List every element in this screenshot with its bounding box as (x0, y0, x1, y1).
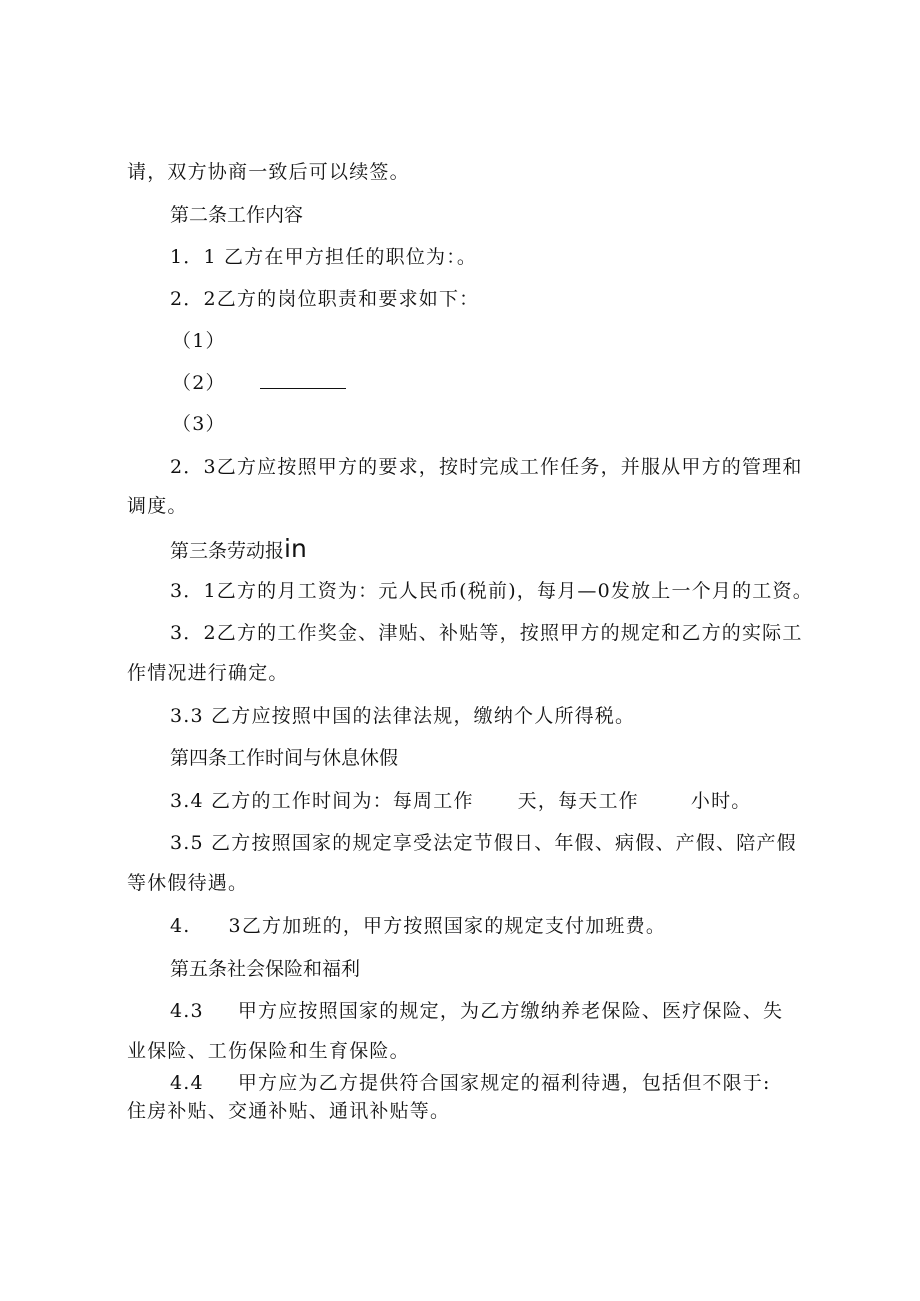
duty-item-1: （1） (172, 330, 226, 352)
clause-3-4-row (170, 789, 751, 813)
clause-3-4-days: 天，每天工作 (517, 790, 639, 812)
section-heading-2: 第二条工作内容 (170, 204, 304, 226)
paragraph-line: 作情况进行确定。 (127, 662, 289, 684)
clause-3-3: 3.3 乙方应按照中国的法律法规，缴纳个人所得税。 (170, 705, 636, 727)
clause-3-1: 3．1乙方的月工资为：元人民币(税前)，每月—0发放上一个月的工资。 (170, 580, 813, 602)
duty-item-3: （3） (172, 413, 226, 435)
clause-4-number: 4. (170, 915, 191, 937)
clause-4-3-row (170, 999, 783, 1023)
clause-1-1: 1．1 乙方在甲方担任的职位为：。 (170, 246, 478, 268)
section-heading-3-garbled: in (284, 534, 307, 563)
duty-item-2-row (172, 371, 346, 395)
clause-3-2: 3．2乙方的工作奖金、津贴、补贴等，按照甲方的规定和乙方的实际工 (170, 622, 803, 644)
paragraph-line: 住房补贴、交通补贴、通讯补贴等。 (127, 1100, 451, 1122)
clause-4-4-text: 甲方应为乙方提供符合国家规定的福利待遇，包括但不限于: (237, 1072, 771, 1094)
clause-4-text: 3乙方加班的，甲方按照国家的规定支付加班费。 (228, 915, 667, 937)
paragraph-line: 调度。 (127, 495, 188, 517)
paragraph-line: 业保险、工伤保险和生育保险。 (127, 1040, 410, 1062)
clause-4-4-number: 4.4 (170, 1072, 204, 1094)
duty-item-2: （2） (172, 372, 226, 394)
section-heading-3 (170, 534, 307, 563)
clause-4-row (170, 914, 666, 938)
clause-3-5: 3.5 乙方按照国家的规定享受法定节假日、年假、病假、产假、陪产假 (170, 832, 797, 854)
clause-2-2: 2．2乙方的岗位职责和要求如下： (170, 288, 480, 310)
clause-4-4-row (170, 1071, 771, 1095)
clause-4-3-number: 4.3 (170, 1000, 204, 1022)
section-heading-3-text: 第三条劳动报 (170, 540, 285, 562)
clause-4-3-text: 甲方应按照国家的规定，为乙方缴纳养老保险、医疗保险、失 (237, 1000, 784, 1022)
clause-3-4-hours: 小时。 (690, 790, 752, 812)
clause-2-3: 2．3乙方应按照甲方的要求，按时完成工作任务，并服从甲方的管理和 (170, 456, 803, 478)
fill-in-blank (260, 374, 346, 389)
section-heading-5: 第五条社会保险和福利 (170, 958, 361, 980)
clause-3-4: 3.4 乙方的工作时间为：每周工作 (170, 790, 474, 812)
paragraph-line: 请，双方协商一致后可以续签。 (127, 161, 410, 183)
paragraph-line: 等休假待遇。 (127, 872, 249, 894)
section-heading-4: 第四条工作时间与休息休假 (170, 747, 399, 769)
